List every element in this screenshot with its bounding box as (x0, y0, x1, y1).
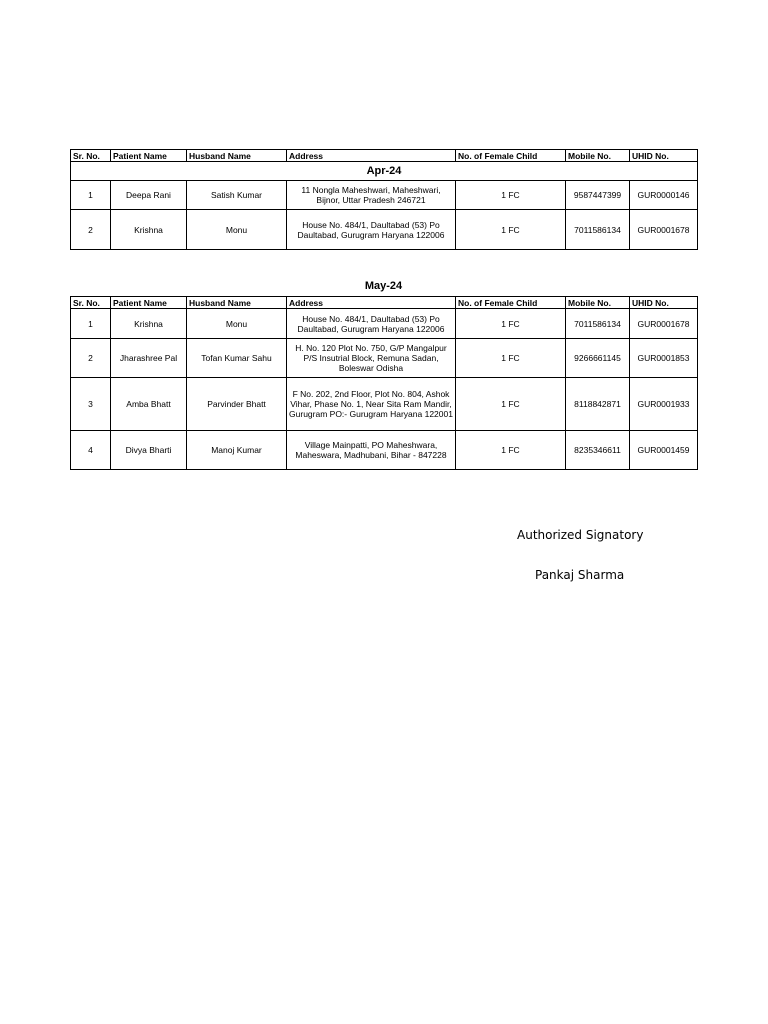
female-child: 1 FC (456, 339, 566, 378)
mobile-no: 7011586134 (566, 210, 630, 250)
sr-no: 1 (71, 309, 111, 339)
patient-name: Amba Bhatt (111, 378, 187, 431)
col-uhid-no: UHID No. (630, 297, 698, 309)
signatory-name: Pankaj Sharma (535, 568, 625, 582)
col-address: Address (287, 150, 456, 162)
april-table (70, 149, 698, 250)
female-child: 1 FC (456, 431, 566, 470)
may-month-title: May-24 (364, 280, 403, 292)
husband-name: Tofan Kumar Sahu (187, 339, 287, 378)
month-row (71, 162, 698, 181)
col-sr-no: Sr. No. (71, 297, 111, 309)
uhid-no: GUR0001459 (630, 431, 698, 470)
patient-name: Deepa Rani (111, 181, 187, 210)
address: 11 Nongla Maheshwari, Maheshwari, Bijnor, Uttar Pradesh 246721 (287, 181, 456, 210)
table-row (71, 339, 698, 378)
table-row (71, 181, 698, 210)
table-row (71, 431, 698, 470)
address: House No. 484/1, Daultabad (53) Po Daultabad, Gurugram Haryana 122006 (287, 210, 456, 250)
col-sr-no: Sr. No. (71, 150, 111, 162)
uhid-no: GUR0001853 (630, 339, 698, 378)
authorized-signatory-label: Authorized Signatory (517, 528, 644, 542)
col-mobile-no: Mobile No. (566, 297, 630, 309)
col-female-child: No. of Female Child (456, 150, 566, 162)
col-address: Address (287, 297, 456, 309)
address: House No. 484/1, Daultabad (53) Po Daultabad, Gurugram Haryana 122006 (287, 309, 456, 339)
col-uhid-no: UHID No. (630, 150, 698, 162)
patient-name: Divya Bharti (111, 431, 187, 470)
table-row (71, 309, 698, 339)
husband-name: Monu (187, 210, 287, 250)
patient-name: Krishna (111, 210, 187, 250)
uhid-no: GUR0000146 (630, 181, 698, 210)
husband-name: Parvinder Bhatt (187, 378, 287, 431)
mobile-no: 7011586134 (566, 309, 630, 339)
patient-name: Jharashree Pal (111, 339, 187, 378)
sr-no: 3 (71, 378, 111, 431)
female-child: 1 FC (456, 309, 566, 339)
table-header-row (71, 297, 698, 309)
col-husband-name: Husband Name (187, 297, 287, 309)
month-label: Apr-24 (71, 162, 698, 181)
female-child: 1 FC (456, 378, 566, 431)
col-mobile-no: Mobile No. (566, 150, 630, 162)
col-patient-name: Patient Name (111, 150, 187, 162)
mobile-no: 8235346611 (566, 431, 630, 470)
mobile-no: 9266661145 (566, 339, 630, 378)
table-header-row (71, 150, 698, 162)
uhid-no: GUR0001933 (630, 378, 698, 431)
uhid-no: GUR0001678 (630, 309, 698, 339)
sr-no: 2 (71, 210, 111, 250)
address: H. No. 120 Plot No. 750, G/P Mangalpur P/S Insutrial Block, Remuna Sadan, Boleswar Odisha (287, 339, 456, 378)
address: Village Mainpatti, PO Maheshwara, Maheswara, Madhubani, Bihar - 847228 (287, 431, 456, 470)
female-child: 1 FC (456, 181, 566, 210)
female-child: 1 FC (456, 210, 566, 250)
patient-name: Krishna (111, 309, 187, 339)
col-husband-name: Husband Name (187, 150, 287, 162)
sr-no: 1 (71, 181, 111, 210)
table-row (71, 378, 698, 431)
husband-name: Monu (187, 309, 287, 339)
mobile-no: 9587447399 (566, 181, 630, 210)
may-table (70, 296, 698, 470)
uhid-no: GUR0001678 (630, 210, 698, 250)
sr-no: 4 (71, 431, 111, 470)
husband-name: Satish Kumar (187, 181, 287, 210)
address: F No. 202, 2nd Floor, Plot No. 804, Ashok Vihar, Phase No. 1, Near Sita Ram Mandir, Gurugram PO:- Gurugram Haryana 122001 (287, 378, 456, 431)
table-row (71, 210, 698, 250)
col-female-child: No. of Female Child (456, 297, 566, 309)
mobile-no: 8118842871 (566, 378, 630, 431)
col-patient-name: Patient Name (111, 297, 187, 309)
sr-no: 2 (71, 339, 111, 378)
husband-name: Manoj Kumar (187, 431, 287, 470)
